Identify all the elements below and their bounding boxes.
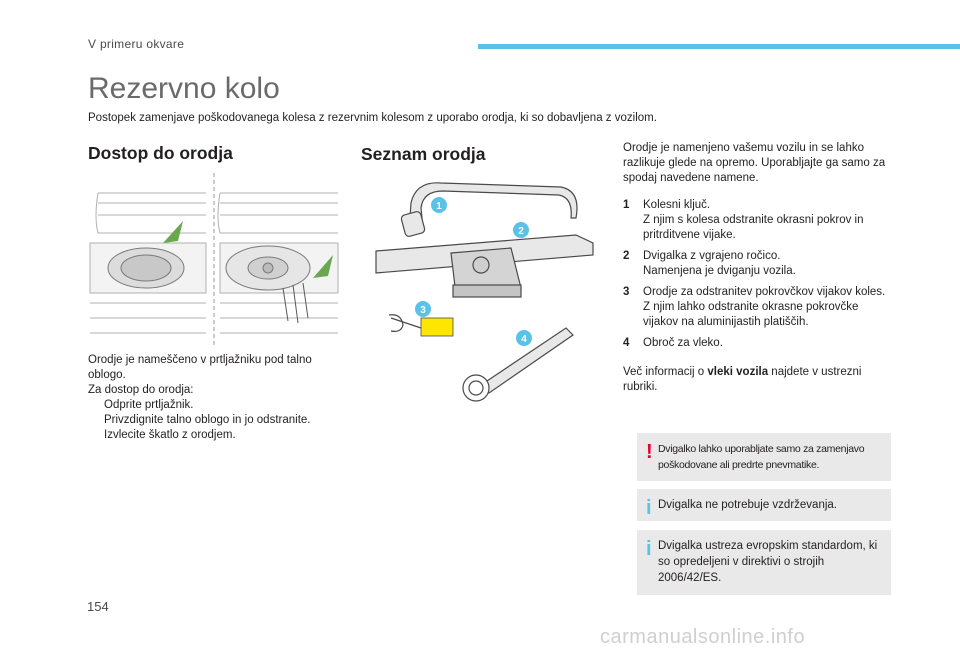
info-icon: i [646,538,652,560]
more-info: Več informacij o vleki vozila najdete v ustrezni rubriki. [623,366,862,393]
info-box [637,530,891,595]
tools-intro: Orodje je namenjeno vašemu vozilu in se lahko razlikuje glede na opremo. Uporabljajte ga samo za spodaj navedene namene. [623,142,886,184]
tool-item: 1 Kolesni ključ. Z njim s kolesa odstranite okrasni pokrov in pritrditvene vijake. [623,199,864,241]
info-box [637,489,891,521]
tool-item: 3 Orodje za odstranitev pokrovčkov vijakov koles. Z njim lahko odstranite okrasne pokrovčke vijakov na aluminijastih platiščih. [623,286,886,328]
callout-1: 1 [436,201,442,212]
callout-4: 4 [521,334,527,345]
access-text [88,353,338,443]
warning-box [637,433,891,481]
access-line-1: Orodje je nameščeno v prtljažniku pod talno oblogo. [88,354,312,381]
tools-heading: Seznam orodja [361,144,486,164]
info-icon: i [646,497,652,519]
info-text-1: Dvigalka ne potrebuje vzdrževanja. [658,499,837,511]
warning-icon: ! [646,441,653,463]
page-number: 154 [87,599,109,614]
tool-item: 2 Dvigalka z vgrajeno ročico. Namenjena je dviganju vozila. [623,250,796,277]
intro-text: Postopek zamenjave poškodovanega kolesa z rezervnim kolesom z uporabo orodja, ki so dobavljena z vozilom. [88,112,657,124]
more-info-link-text: vleki vozila [707,366,769,378]
trunk-floor-illustration [88,173,342,345]
header-accent-bar [478,44,960,49]
section-title: V primeru okvare [88,37,185,51]
access-bullet-2: Privzdignite talno oblogo in jo odstranite. [104,414,311,426]
access-line-2: Za dostop do orodja: [88,384,194,396]
callout-2: 2 [518,226,524,237]
warning-text: Dvigalko lahko uporabljate samo za zamenjavo poškodovane ali predrte pnevmatike. [658,443,865,471]
watermark: carmanualsonline.info [600,626,806,648]
page-title: Rezervno kolo [88,72,280,105]
access-heading: Dostop do orodja [88,143,233,163]
info-text-2: Dvigalka ustreza evropskim standardom, ki so opredeljeni v direktivi o strojih 2006/42/ES. [658,540,878,584]
callout-3: 3 [420,305,426,316]
access-bullet-1: Odprite prtljažnik. [104,399,194,411]
tools-illustration [361,173,603,405]
tool-item: 4 Obroč za vleko. [623,337,723,349]
tools-description [623,141,891,395]
access-bullet-3: Izvlecite škatlo z orodjem. [104,429,236,441]
